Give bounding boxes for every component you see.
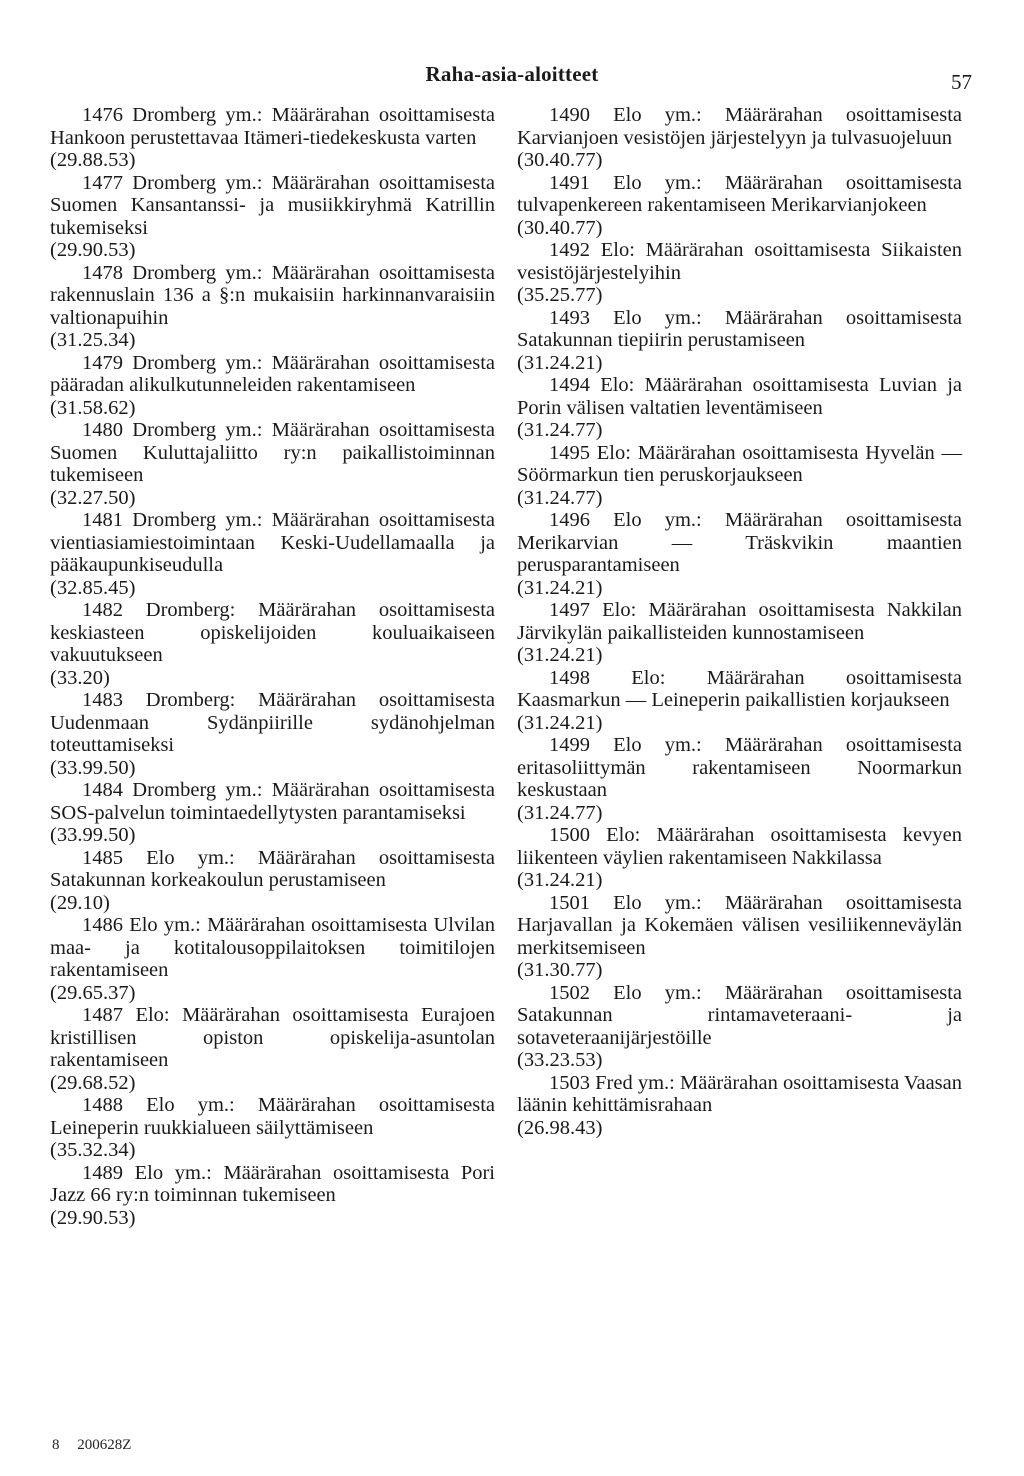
entry-text: 1496 Elo ym.: Määrärahan osoittamisesta Merikarvian — Träskvikin maantien perusparantamiseen xyxy=(517,509,962,576)
entry-text: 1501 Elo ym.: Määrärahan osoittamisesta Harjavallan ja Kokemäen välisen vesiliikenneväylän merkitsemiseen xyxy=(517,891,962,959)
entry-code: (29.65.37) xyxy=(50,981,136,1004)
entry-text: 1481 Dromberg ym.: Määrärahan osoittamisesta vientiasiamiestoimintaan Keski-Uudellamaalla ja pääkaupunkiseudulla xyxy=(50,509,495,576)
footer-sheet-number: 8 xyxy=(52,1437,60,1453)
entry-text: 1480 Dromberg ym.: Määrärahan osoittamisesta Suomen Kuluttajaliitto ry:n paikallistoiminnan tukemiseen xyxy=(50,419,495,486)
page-footer xyxy=(52,1437,145,1454)
entry-text: 1494 Elo: Määrärahan osoittamisesta Luvian ja Porin välisen valtatien leventämiseen xyxy=(517,374,962,419)
entry xyxy=(517,509,962,599)
entry-code: (30.40.77) xyxy=(517,149,603,171)
left-column xyxy=(50,104,495,1229)
entry-code: (31.24.21) xyxy=(517,351,603,374)
entry xyxy=(50,847,495,915)
entry-text: 1490 Elo ym.: Määrärahan osoittamisesta Karvianjoen vesistöjen järjestelyyn ja tulvasuojeluun xyxy=(517,104,962,149)
entry-code: (33.99.50) xyxy=(50,824,136,846)
entry-code: (31.25.34) xyxy=(50,329,136,351)
entry-code: (29.88.53) xyxy=(50,149,136,171)
entry xyxy=(50,1004,495,1094)
entry-code: (26.98.43) xyxy=(517,1116,603,1139)
entry-code: (31.24.21) xyxy=(517,644,603,666)
entry-text: 1487 Elo: Määrärahan osoittamisesta Eurajoen kristillisen opiston opiskelija-asuntolan rakentamiseen xyxy=(50,1004,495,1071)
entry xyxy=(517,667,962,735)
entry-text: 1482 Dromberg: Määrärahan osoittamisesta keskiasteen opiskelijoiden kouluaikaiseen vakuutukseen xyxy=(50,599,495,666)
entry xyxy=(50,689,495,779)
entry xyxy=(50,419,495,509)
entry-text: 1483 Dromberg: Määrärahan osoittamisesta Uudenmaan Sydänpiirille sydänohjelman toteuttamiseksi xyxy=(50,689,495,756)
entry-text: 1495 Elo: Määrärahan osoittamisesta Hyvelän — Söörmarkun tien peruskorjaukseen xyxy=(517,441,962,486)
entry xyxy=(517,982,962,1072)
entry-code: (33.23.53) xyxy=(517,1049,603,1071)
entry xyxy=(50,779,495,847)
page-number: 57 xyxy=(951,70,972,94)
entry-text: 1489 Elo ym.: Määrärahan osoittamisesta Pori Jazz 66 ry:n toiminnan tukemiseen xyxy=(50,1161,495,1206)
entry-code: (35.32.34) xyxy=(50,1139,136,1161)
entry-text: 1498 Elo: Määrärahan osoittamisesta Kaasmarkun — Leineperin paikallistien korjaukseen xyxy=(517,666,962,711)
entry-text: 1476 Dromberg ym.: Määrärahan osoittamisesta Hankoon perustettavaa Itämeri-tiedekeskusta varten xyxy=(50,104,495,149)
entry xyxy=(50,262,495,352)
page-header xyxy=(0,62,1024,92)
entry xyxy=(517,307,962,375)
entry-code: (31.24.21) xyxy=(517,576,603,599)
entry xyxy=(517,104,962,172)
entry-code: (29.10) xyxy=(50,891,110,914)
entry xyxy=(517,172,962,240)
entry-code: (32.27.50) xyxy=(50,486,136,509)
entry-text: 1497 Elo: Määrärahan osoittamisesta Nakkilan Järvikylän paikallisteiden kunnostamiseen xyxy=(517,599,962,644)
entry-text: 1477 Dromberg ym.: Määrärahan osoittamisesta Suomen Kansantanssi- ja musiikkiryhmä Katrillin tukemiseksi xyxy=(50,171,495,239)
entry-code: (31.24.21) xyxy=(517,711,603,734)
right-column xyxy=(517,104,962,1139)
page-title: Raha-asia-aloitteet xyxy=(425,62,599,86)
entry-text: 1503 Fred ym.: Määrärahan osoittamisesta Vaasan läänin kehittämisrahaan xyxy=(517,1071,962,1116)
entry xyxy=(517,239,962,307)
entry-text: 1492 Elo: Määrärahan osoittamisesta Siikaisten vesistöjärjestelyihin xyxy=(517,239,962,284)
entry-code: (29.68.52) xyxy=(50,1071,136,1094)
entry xyxy=(50,1162,495,1230)
entry xyxy=(517,824,962,892)
entry xyxy=(517,442,962,510)
entry-text: 1485 Elo ym.: Määrärahan osoittamisesta Satakunnan korkeakoulun perustamiseen xyxy=(50,846,495,891)
entry-code: (31.30.77) xyxy=(517,959,603,981)
entry-code: (35.25.77) xyxy=(517,284,603,306)
entry xyxy=(50,172,495,262)
entry xyxy=(50,914,495,1004)
entry-text: 1502 Elo ym.: Määrärahan osoittamisesta Satakunnan rintamaveteraani- ja sotaveteraanijärjestöille xyxy=(517,981,962,1049)
entry-text: 1488 Elo ym.: Määrärahan osoittamisesta Leineperin ruukkialueen säilyttämiseen xyxy=(50,1094,495,1139)
entry xyxy=(517,1072,962,1140)
entry-code: (33.99.50) xyxy=(50,756,136,779)
entry xyxy=(50,599,495,689)
entry-text: 1486 Elo ym.: Määrärahan osoittamisesta Ulvilan maa- ja kotitalousoppilaitoksen toimitilojen rakentamiseen xyxy=(50,914,495,981)
entry-code: (29.90.53) xyxy=(50,239,136,261)
entry xyxy=(50,352,495,420)
entry xyxy=(517,734,962,824)
entry xyxy=(517,892,962,982)
entry-code: (31.24.77) xyxy=(517,419,603,441)
entry-text: 1484 Dromberg ym.: Määrärahan osoittamisesta SOS-palvelun toimintaedellytysten parantamiseksi xyxy=(50,779,495,824)
entry-code: (31.58.62) xyxy=(50,396,136,419)
entry-text: 1479 Dromberg ym.: Määrärahan osoittamisesta pääradan alikulkutunneleiden rakentamiseen xyxy=(50,351,495,396)
entry-code: (29.90.53) xyxy=(50,1206,136,1229)
entry-code: (31.24.77) xyxy=(517,801,603,824)
footer-print-code: 200628Z xyxy=(77,1437,132,1453)
entry-text: 1478 Dromberg ym.: Määrärahan osoittamisesta rakennuslain 136 a §:n mukaisiin harkinnanvaraisiin valtionapuihin xyxy=(50,261,495,329)
entry xyxy=(50,1094,495,1162)
entry-text: 1499 Elo ym.: Määrärahan osoittamisesta eritasoliittymän rakentamiseen Noormarkun keskustaan xyxy=(517,734,962,801)
entry xyxy=(50,509,495,599)
entry-text: 1493 Elo ym.: Määrärahan osoittamisesta Satakunnan tiepiirin perustamiseen xyxy=(517,306,962,351)
entry xyxy=(517,374,962,442)
entry-code: (32.85.45) xyxy=(50,576,136,599)
entry-code: (31.24.77) xyxy=(517,486,603,509)
entry-code: (30.40.77) xyxy=(517,216,603,239)
entry xyxy=(50,104,495,172)
entry-code: (33.20) xyxy=(50,666,110,689)
entry-code: (31.24.21) xyxy=(517,869,603,891)
entry-text: 1500 Elo: Määrärahan osoittamisesta kevyen liikenteen väylien rakentamiseen Nakkilassa xyxy=(517,824,962,869)
entry xyxy=(517,599,962,667)
entry-text: 1491 Elo ym.: Määrärahan osoittamisesta tulvapenkereen rakentamiseen Merikarvianjokeen xyxy=(517,171,962,216)
